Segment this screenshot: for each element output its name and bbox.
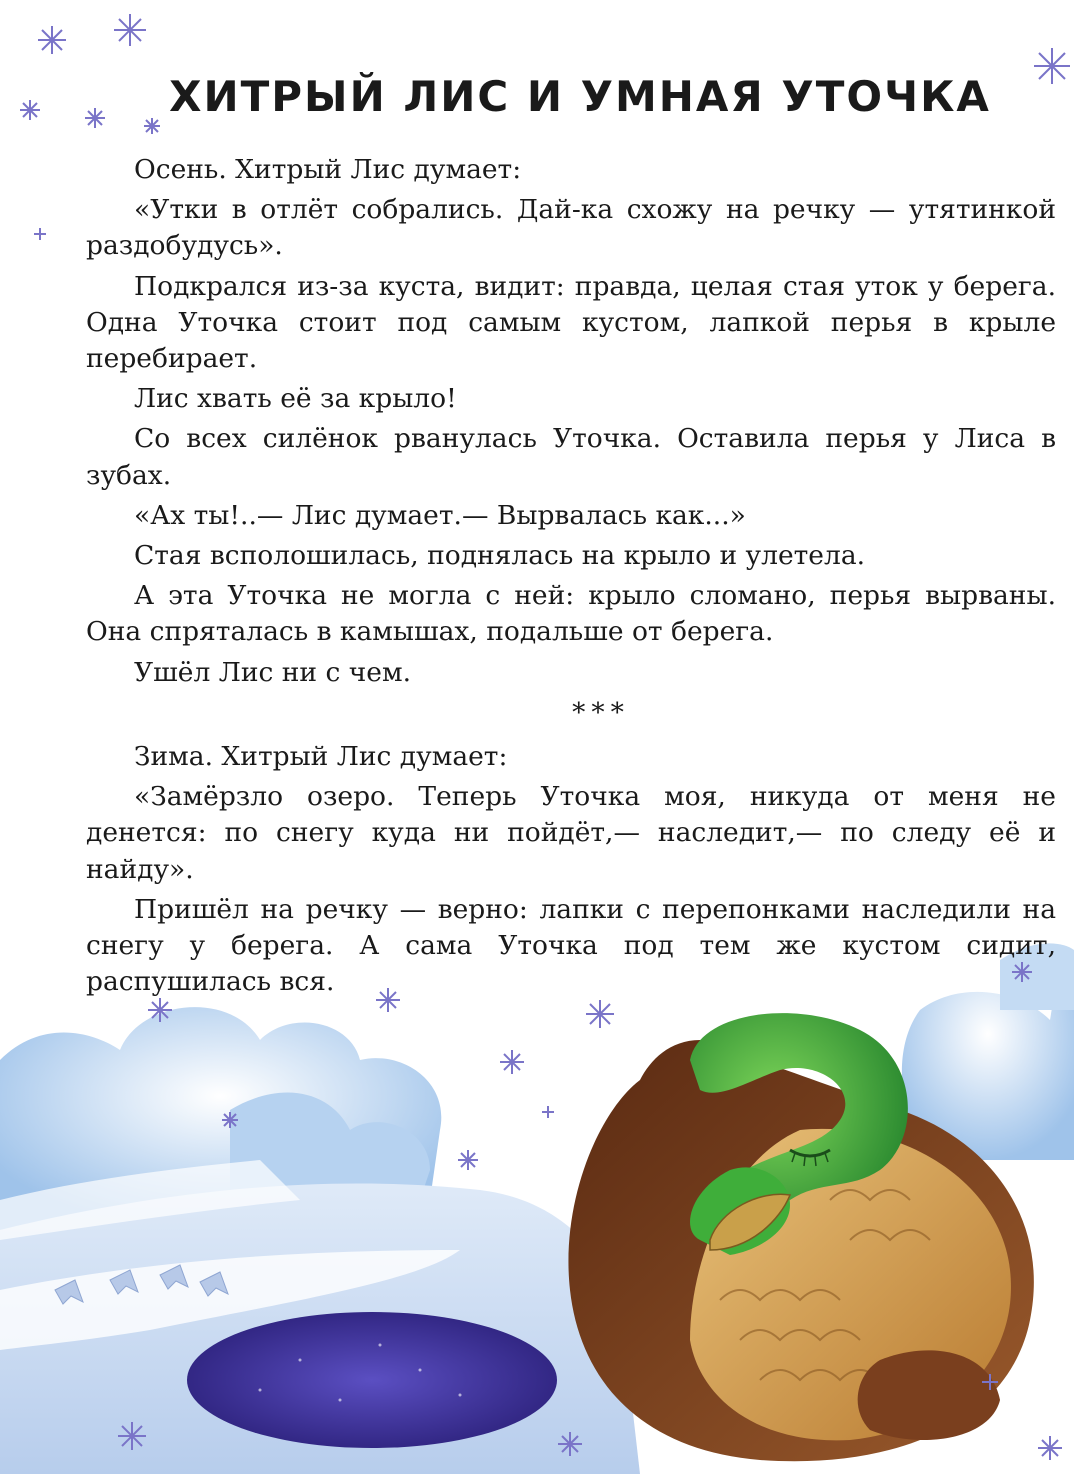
story-text <box>86 152 1056 1004</box>
story-title: ХИТРЫЙ ЛИС И УМНАЯ УТОЧКА <box>169 72 991 121</box>
paragraph: Подкрался из-за куста, видит: правда, целая стая уток у берега. Одна Уточка стоит под самым кустом, лапкой перья в крыле перебирает. <box>86 270 1056 375</box>
ice-hole <box>187 1312 557 1448</box>
paragraph: Стая всполошилась, поднялась на крыло и улетела. <box>134 540 866 572</box>
paragraph: Пришёл на речку — верно: лапки с перепонками наследили на снегу у берега. А сама Уточка под тем же кустом сидит, распушилась вся. <box>86 893 1056 998</box>
paragraph: Ушёл Лис ни с чем. <box>134 656 412 688</box>
paragraph: Со всех силёнок рванулась Уточка. Оставила перья у Лиса в зубах. <box>86 423 1056 491</box>
paragraph: Осень. Хитрый Лис думает: <box>134 154 522 185</box>
paragraph: Лис хвать её за крыло! <box>134 383 457 415</box>
paragraph: «Утки в отлёт собрались. Дай-ка схожу на речку — утятинкой раздобудусь». <box>86 194 1056 262</box>
paragraph: Зима. Хитрый Лис думает: <box>134 741 508 773</box>
section-separator: *** <box>572 696 630 728</box>
paragraph: «Ах ты!..— Лис думает.— Вырвалась как...» <box>134 499 746 531</box>
paragraph: «Замёрзло озеро. Теперь Уточка моя, никуда от меня не денется: по снегу куда ни пойдёт,— наследит,— по следу её и найду». <box>86 781 1056 885</box>
paragraph: А эта Уточка не могла с ней: крыло сломано, перья вырваны. Она спряталась в камышах, подальше от берега. <box>86 580 1056 648</box>
